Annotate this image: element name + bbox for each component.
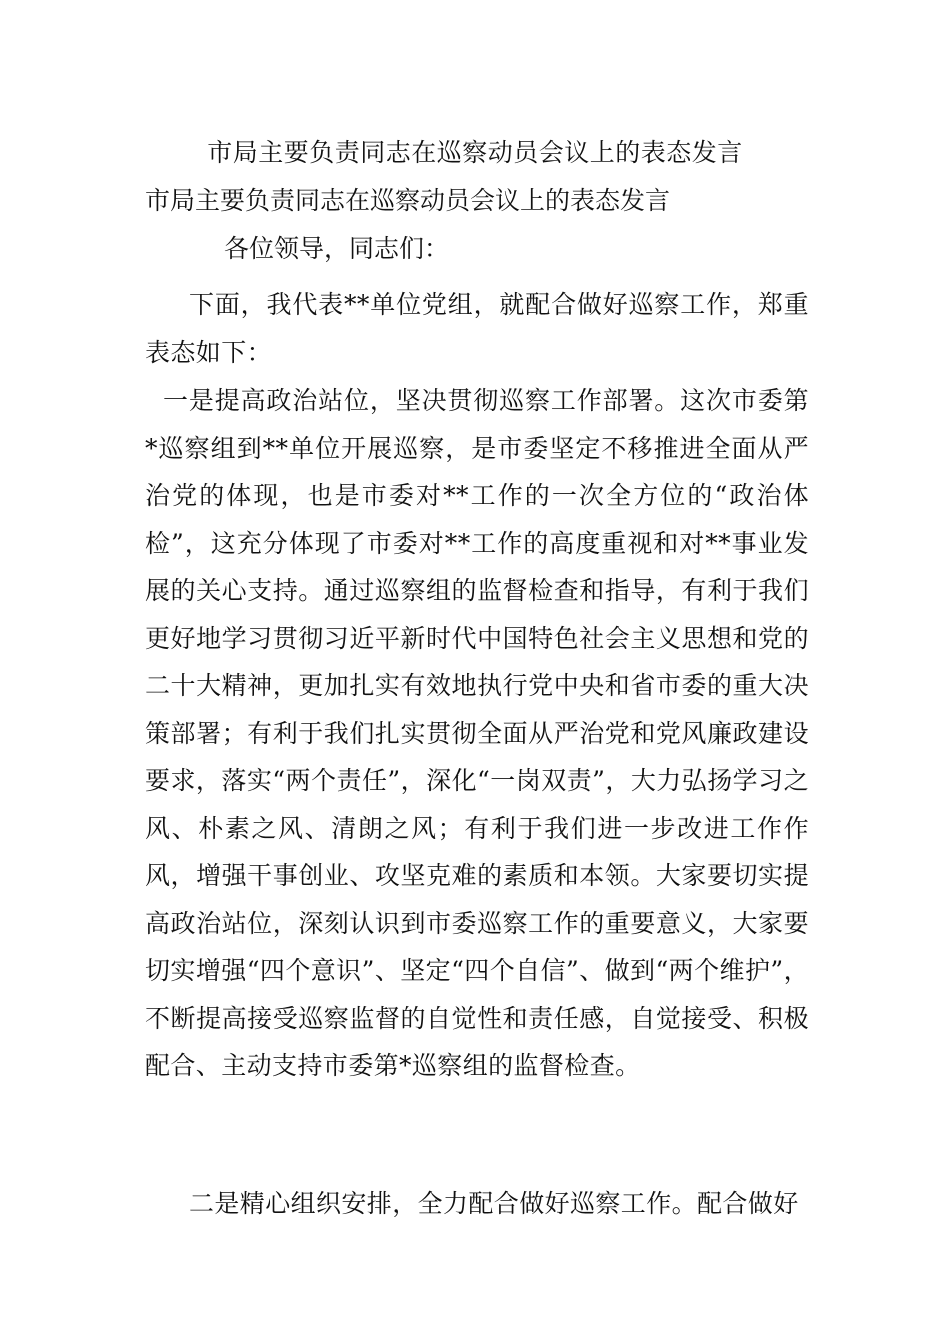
paragraph-intro: 下面，我代表**单位党组，就配合做好巡察工作，郑重表态如下： [145, 290, 809, 367]
greeting-line: 各位领导，同志们： [224, 234, 450, 263]
document-title: 市局主要负责同志在巡察动员会议上的表态发言 [207, 138, 743, 167]
document-subtitle: 市局主要负责同志在巡察动员会议上的表态发言 [145, 186, 671, 215]
paragraph-point-two: 二是精心组织安排，全力配合做好巡察工作。配合做好 [189, 1189, 799, 1218]
paragraph-point-one: 一是提高政治站位，坚决贯彻巡察工作部署。这次市委第*巡察组到**单位开展巡察，是市委坚定不移推进全面从严治党的体现，也是市委对**工作的一次全方位的“政治体检”，这充分体现了市委对**工作的高度重视和对**事业发展的关心支持。通过巡察组的监督检查和指导，有利于我们更好地学习贯彻习近平新时代中国特色社会主义思想和党的二十大精神，更加扎实有效地执行党中央和省市委的重大决策部署；有利于我们扎实贯彻全面从严治党和党风廉政建设要求，落实“两个责任”，深化“一岗双责”，大力弘扬学习之风、朴素之风、清朗之风；有利于我们进一步改进工作作风，增强干事创业、攻坚克难的素质和本领。大家要切实提高政治站位，深刻认识到市委巡察工作的重要意义，大家要切实增强“四个意识”、坚定“四个自信”、做到“两个维护”，不断提高接受巡察监督的自觉性和责任感，自觉接受、积极配合、主动支持市委第*巡察组的监督检查。 [145, 386, 809, 1080]
